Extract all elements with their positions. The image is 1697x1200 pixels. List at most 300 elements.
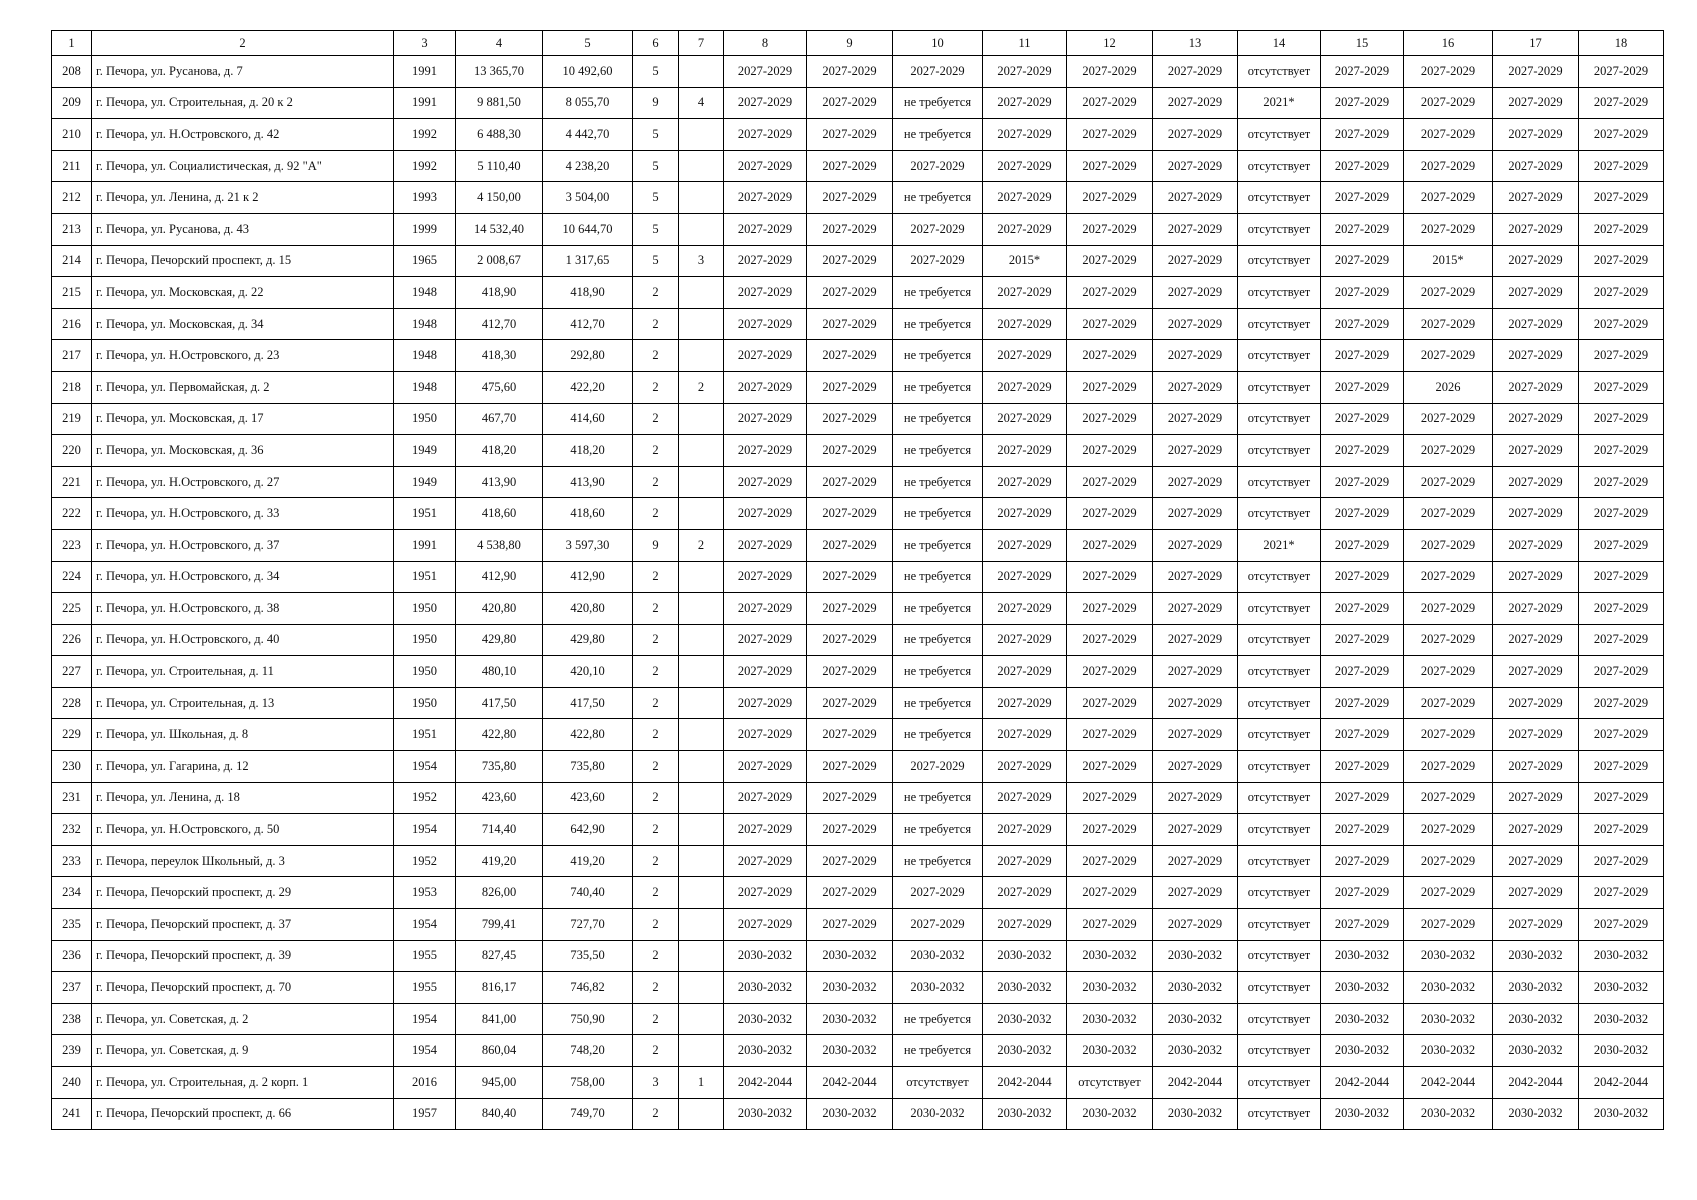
table-row bbox=[52, 340, 1664, 372]
table-cell: 2027-2029 bbox=[1321, 656, 1404, 688]
row-number-cell: 237 bbox=[52, 972, 92, 1004]
table-cell: 2030-2032 bbox=[1404, 1098, 1493, 1130]
table-cell: 5 bbox=[633, 150, 679, 182]
table-cell: 5 bbox=[633, 213, 679, 245]
table-row bbox=[52, 245, 1664, 277]
table-cell: 2 bbox=[633, 1098, 679, 1130]
table-cell: 2027-2029 bbox=[1321, 909, 1404, 941]
table-cell: 2030-2032 bbox=[1404, 940, 1493, 972]
table-cell: 2027-2029 bbox=[724, 593, 807, 625]
row-number-cell: 219 bbox=[52, 403, 92, 435]
table-cell: 749,70 bbox=[543, 1098, 633, 1130]
table-cell: 2030-2032 bbox=[807, 940, 893, 972]
table-cell: 2027-2029 bbox=[1067, 624, 1153, 656]
address-cell: г. Печора, ул. Школьная, д. 8 bbox=[92, 719, 394, 751]
table-cell: 2027-2029 bbox=[893, 909, 983, 941]
table-cell: не требуется bbox=[893, 403, 983, 435]
table-cell: 2027-2029 bbox=[1067, 340, 1153, 372]
table-cell: 2027-2029 bbox=[1321, 308, 1404, 340]
table-cell: 2027-2029 bbox=[807, 498, 893, 530]
table-cell: 2027-2029 bbox=[983, 751, 1067, 783]
table-cell: 2027-2029 bbox=[1067, 87, 1153, 119]
header-row bbox=[52, 31, 1664, 56]
table-cell: 2030-2032 bbox=[807, 1003, 893, 1035]
table-cell: 2027-2029 bbox=[1321, 751, 1404, 783]
table-cell: 4 238,20 bbox=[543, 150, 633, 182]
table-cell: 2027-2029 bbox=[807, 814, 893, 846]
table-cell: 860,04 bbox=[456, 1035, 543, 1067]
table-cell: 8 055,70 bbox=[543, 87, 633, 119]
table-cell: 2027-2029 bbox=[1153, 87, 1238, 119]
table-cell: 2027-2029 bbox=[1493, 782, 1579, 814]
table-cell: 2027-2029 bbox=[983, 877, 1067, 909]
table-cell: 2027-2029 bbox=[983, 624, 1067, 656]
table-cell: отсутствует bbox=[1238, 213, 1321, 245]
table-cell: не требуется bbox=[893, 719, 983, 751]
table-cell: 2027-2029 bbox=[724, 909, 807, 941]
table-cell: 422,80 bbox=[456, 719, 543, 751]
table-cell: 2027-2029 bbox=[1067, 119, 1153, 151]
table-cell: 2027-2029 bbox=[1493, 751, 1579, 783]
table-row bbox=[52, 308, 1664, 340]
table-cell: отсутствует bbox=[1238, 814, 1321, 846]
table-cell: 2 bbox=[679, 529, 724, 561]
table-cell: 2027-2029 bbox=[724, 561, 807, 593]
column-header-7: 7 bbox=[679, 31, 724, 56]
table-cell: 2030-2032 bbox=[1493, 1003, 1579, 1035]
table-cell: 5 110,40 bbox=[456, 150, 543, 182]
table-cell: отсутствует bbox=[1238, 877, 1321, 909]
table-cell: 2027-2029 bbox=[1579, 909, 1664, 941]
table-cell: 2027-2029 bbox=[1493, 656, 1579, 688]
table-cell: 4 538,80 bbox=[456, 529, 543, 561]
table-cell: отсутствует bbox=[1238, 308, 1321, 340]
row-number-cell: 229 bbox=[52, 719, 92, 751]
table-cell: 2027-2029 bbox=[807, 877, 893, 909]
table-cell: 2030-2032 bbox=[1153, 940, 1238, 972]
table-cell: 2027-2029 bbox=[724, 719, 807, 751]
row-number-cell: 238 bbox=[52, 1003, 92, 1035]
table-cell: 826,00 bbox=[456, 877, 543, 909]
table-cell: 1950 bbox=[394, 656, 456, 688]
table-cell: 1955 bbox=[394, 940, 456, 972]
table-cell: 2027-2029 bbox=[807, 87, 893, 119]
table-cell bbox=[679, 466, 724, 498]
table-cell: 2027-2029 bbox=[1579, 150, 1664, 182]
table-cell: 2 bbox=[633, 877, 679, 909]
table-cell: 2027-2029 bbox=[1153, 56, 1238, 88]
table-cell: 2030-2032 bbox=[1067, 1098, 1153, 1130]
address-cell: г. Печора, ул. Московская, д. 22 bbox=[92, 277, 394, 309]
table-cell: 1954 bbox=[394, 1035, 456, 1067]
table-cell: 2027-2029 bbox=[1493, 182, 1579, 214]
table-cell: 2027-2029 bbox=[724, 814, 807, 846]
table-cell: 2030-2032 bbox=[1321, 1098, 1404, 1130]
table-cell: 2027-2029 bbox=[1493, 213, 1579, 245]
table-cell: 418,90 bbox=[543, 277, 633, 309]
table-cell: 2027-2029 bbox=[983, 529, 1067, 561]
table-cell: 2027-2029 bbox=[983, 782, 1067, 814]
table-cell: 14 532,40 bbox=[456, 213, 543, 245]
table-cell: 746,82 bbox=[543, 972, 633, 1004]
table-cell: 1954 bbox=[394, 909, 456, 941]
table-cell: 1951 bbox=[394, 498, 456, 530]
table-cell: 5 bbox=[633, 56, 679, 88]
table-cell: 2027-2029 bbox=[1404, 119, 1493, 151]
table-cell: 2027-2029 bbox=[1067, 877, 1153, 909]
table-cell: 2027-2029 bbox=[1153, 782, 1238, 814]
table-cell: отсутствует bbox=[1238, 561, 1321, 593]
table-cell: 2027-2029 bbox=[1321, 213, 1404, 245]
table-cell: 1955 bbox=[394, 972, 456, 1004]
table-row bbox=[52, 498, 1664, 530]
table-cell bbox=[679, 308, 724, 340]
table-cell: 2015* bbox=[983, 245, 1067, 277]
table-cell: 10 644,70 bbox=[543, 213, 633, 245]
table-cell: 2027-2029 bbox=[807, 56, 893, 88]
table-cell: 2027-2029 bbox=[807, 656, 893, 688]
table-cell bbox=[679, 150, 724, 182]
table-cell: 2027-2029 bbox=[1493, 150, 1579, 182]
table-cell: 3 bbox=[679, 245, 724, 277]
table-cell: 2027-2029 bbox=[1321, 403, 1404, 435]
table-cell: 2042-2044 bbox=[983, 1067, 1067, 1099]
address-cell: г. Печора, ул. Строительная, д. 20 к 2 bbox=[92, 87, 394, 119]
table-cell: 2027-2029 bbox=[1153, 150, 1238, 182]
table-cell: отсутствует bbox=[1238, 656, 1321, 688]
table-cell: 13 365,70 bbox=[456, 56, 543, 88]
table-cell: 423,60 bbox=[456, 782, 543, 814]
table-cell bbox=[679, 719, 724, 751]
table-cell bbox=[679, 1003, 724, 1035]
table-cell: 2027-2029 bbox=[1404, 56, 1493, 88]
table-cell: 799,41 bbox=[456, 909, 543, 941]
table-cell: 2027-2029 bbox=[1067, 56, 1153, 88]
table-cell bbox=[679, 119, 724, 151]
table-cell: 2030-2032 bbox=[724, 1003, 807, 1035]
table-cell: 2027-2029 bbox=[724, 656, 807, 688]
table-cell: отсутствует bbox=[1238, 782, 1321, 814]
table-cell: 2027-2029 bbox=[1404, 529, 1493, 561]
table-row bbox=[52, 87, 1664, 119]
table-cell: 2027-2029 bbox=[1153, 403, 1238, 435]
table-cell: 2027-2029 bbox=[983, 687, 1067, 719]
table-cell: 2027-2029 bbox=[1321, 277, 1404, 309]
table-cell: 2 bbox=[633, 340, 679, 372]
address-cell: г. Печора, ул. Строительная, д. 2 корп. 1 bbox=[92, 1067, 394, 1099]
table-cell: 2027-2029 bbox=[983, 593, 1067, 625]
table-cell: 2027-2029 bbox=[1404, 87, 1493, 119]
column-header-4: 4 bbox=[456, 31, 543, 56]
table-cell bbox=[679, 340, 724, 372]
table-cell: 2030-2032 bbox=[1153, 1003, 1238, 1035]
table-cell: 642,90 bbox=[543, 814, 633, 846]
table-cell bbox=[679, 751, 724, 783]
table-cell: 2027-2029 bbox=[1579, 624, 1664, 656]
table-cell: 417,50 bbox=[456, 687, 543, 719]
table-cell: 2027-2029 bbox=[1493, 308, 1579, 340]
table-cell: 2027-2029 bbox=[1404, 624, 1493, 656]
table-cell: 2027-2029 bbox=[1321, 340, 1404, 372]
table-row bbox=[52, 403, 1664, 435]
table-cell bbox=[679, 909, 724, 941]
table-cell: отсутствует bbox=[1238, 719, 1321, 751]
table-cell: 2027-2029 bbox=[724, 877, 807, 909]
table-cell: 4 150,00 bbox=[456, 182, 543, 214]
table-cell: 2 bbox=[633, 1003, 679, 1035]
table-cell: 429,80 bbox=[456, 624, 543, 656]
table-cell: 2027-2029 bbox=[1067, 529, 1153, 561]
table-cell: 1951 bbox=[394, 561, 456, 593]
table-cell: 1949 bbox=[394, 466, 456, 498]
table-cell bbox=[679, 877, 724, 909]
table-cell: 2027-2029 bbox=[983, 277, 1067, 309]
table-row bbox=[52, 687, 1664, 719]
table-cell: 2027-2029 bbox=[1404, 435, 1493, 467]
table-cell: 2042-2044 bbox=[724, 1067, 807, 1099]
table-cell: 2 bbox=[633, 561, 679, 593]
address-cell: г. Печора, ул. Московская, д. 34 bbox=[92, 308, 394, 340]
table-cell: 2027-2029 bbox=[983, 308, 1067, 340]
table-cell: 2027-2029 bbox=[983, 119, 1067, 151]
table-cell: 1991 bbox=[394, 56, 456, 88]
table-cell: 420,80 bbox=[456, 593, 543, 625]
table-cell: 2030-2032 bbox=[983, 940, 1067, 972]
table-row bbox=[52, 56, 1664, 88]
column-header-14: 14 bbox=[1238, 31, 1321, 56]
table-cell: 2027-2029 bbox=[1153, 308, 1238, 340]
table-cell: 413,90 bbox=[543, 466, 633, 498]
table-cell: 2027-2029 bbox=[1153, 277, 1238, 309]
row-number-cell: 223 bbox=[52, 529, 92, 561]
table-cell: 2027-2029 bbox=[1493, 87, 1579, 119]
table-cell: 2027-2029 bbox=[893, 877, 983, 909]
address-cell: г. Печора, ул. Социалистическая, д. 92 "А" bbox=[92, 150, 394, 182]
table-cell: 2030-2032 bbox=[1493, 1035, 1579, 1067]
table-cell: 418,30 bbox=[456, 340, 543, 372]
address-cell: г. Печора, Печорский проспект, д. 15 bbox=[92, 245, 394, 277]
table-cell: 2030-2032 bbox=[807, 972, 893, 1004]
table-cell: 2027-2029 bbox=[807, 150, 893, 182]
table-cell: 2027-2029 bbox=[1579, 877, 1664, 909]
table-cell: 2027-2029 bbox=[1579, 340, 1664, 372]
table-cell: отсутствует bbox=[1238, 751, 1321, 783]
table-row bbox=[52, 150, 1664, 182]
table-cell: 2027-2029 bbox=[724, 56, 807, 88]
table-cell: 2030-2032 bbox=[1404, 1003, 1493, 1035]
table-cell: 2027-2029 bbox=[1579, 719, 1664, 751]
table-cell: 2027-2029 bbox=[983, 150, 1067, 182]
table-cell: отсутствует bbox=[1238, 687, 1321, 719]
address-cell: г. Печора, Печорский проспект, д. 66 bbox=[92, 1098, 394, 1130]
column-header-1: 1 bbox=[52, 31, 92, 56]
table-cell: 418,60 bbox=[543, 498, 633, 530]
row-number-cell: 217 bbox=[52, 340, 92, 372]
table-cell: 2027-2029 bbox=[1067, 814, 1153, 846]
table-cell: 2 bbox=[633, 814, 679, 846]
row-number-cell: 227 bbox=[52, 656, 92, 688]
table-cell: 2 bbox=[633, 1035, 679, 1067]
table-row bbox=[52, 435, 1664, 467]
table-cell: 2 008,67 bbox=[456, 245, 543, 277]
table-row bbox=[52, 877, 1664, 909]
table-cell bbox=[679, 213, 724, 245]
table-cell: 418,20 bbox=[543, 435, 633, 467]
table-cell: 2 bbox=[633, 435, 679, 467]
table-cell: отсутствует bbox=[1238, 845, 1321, 877]
table-cell: 2027-2029 bbox=[1153, 245, 1238, 277]
table-cell bbox=[679, 940, 724, 972]
table-cell: не требуется bbox=[893, 498, 983, 530]
table-cell: не требуется bbox=[893, 182, 983, 214]
row-number-cell: 236 bbox=[52, 940, 92, 972]
table-cell: 2027-2029 bbox=[983, 814, 1067, 846]
table-cell: 2027-2029 bbox=[807, 466, 893, 498]
table-cell: 2027-2029 bbox=[1493, 56, 1579, 88]
table-cell: 2 bbox=[633, 656, 679, 688]
table-cell: 2 bbox=[633, 403, 679, 435]
table-cell: 2027-2029 bbox=[1067, 845, 1153, 877]
table-row bbox=[52, 972, 1664, 1004]
row-number-cell: 214 bbox=[52, 245, 92, 277]
table-cell: 2027-2029 bbox=[1067, 687, 1153, 719]
table-row bbox=[52, 466, 1664, 498]
table-cell: 2027-2029 bbox=[1579, 782, 1664, 814]
table-cell: 2027-2029 bbox=[807, 719, 893, 751]
table-cell: 2027-2029 bbox=[893, 150, 983, 182]
table-cell: 1965 bbox=[394, 245, 456, 277]
table-cell: отсутствует bbox=[1238, 1067, 1321, 1099]
table-cell: 2027-2029 bbox=[1404, 340, 1493, 372]
table-cell: не требуется bbox=[893, 529, 983, 561]
address-cell: г. Печора, ул. Советская, д. 2 bbox=[92, 1003, 394, 1035]
table-cell: 2030-2032 bbox=[893, 1098, 983, 1130]
table-row bbox=[52, 529, 1664, 561]
table-cell: 2 bbox=[633, 719, 679, 751]
table-cell: 2027-2029 bbox=[983, 845, 1067, 877]
table-cell: 2 bbox=[633, 909, 679, 941]
table-cell: 1953 bbox=[394, 877, 456, 909]
table-cell: 2027-2029 bbox=[1153, 814, 1238, 846]
table-cell: 2027-2029 bbox=[983, 213, 1067, 245]
housing-repair-table bbox=[51, 30, 1664, 1130]
table-cell: 2027-2029 bbox=[893, 245, 983, 277]
table-cell: 1952 bbox=[394, 782, 456, 814]
table-cell: 2030-2032 bbox=[1153, 1035, 1238, 1067]
table-cell: 9 881,50 bbox=[456, 87, 543, 119]
table-cell: 714,40 bbox=[456, 814, 543, 846]
table-cell: 2030-2032 bbox=[893, 972, 983, 1004]
table-cell: 2030-2032 bbox=[807, 1035, 893, 1067]
table-cell: 2027-2029 bbox=[1067, 213, 1153, 245]
address-cell: г. Печора, ул. Первомайская, д. 2 bbox=[92, 371, 394, 403]
table-cell: 2027-2029 bbox=[1067, 150, 1153, 182]
table-cell: 467,70 bbox=[456, 403, 543, 435]
table-row bbox=[52, 624, 1664, 656]
table-cell: 2027-2029 bbox=[1067, 277, 1153, 309]
table-cell: 2027-2029 bbox=[983, 56, 1067, 88]
table-cell: 2027-2029 bbox=[724, 687, 807, 719]
table-cell: 2 bbox=[633, 593, 679, 625]
table-cell: 1948 bbox=[394, 340, 456, 372]
table-cell: 2027-2029 bbox=[1404, 656, 1493, 688]
table-row bbox=[52, 719, 1664, 751]
table-cell: 423,60 bbox=[543, 782, 633, 814]
table-cell: 2027-2029 bbox=[1404, 182, 1493, 214]
table-cell: 2 bbox=[633, 498, 679, 530]
table-cell: отсутствует bbox=[1238, 1098, 1321, 1130]
table-cell: 840,40 bbox=[456, 1098, 543, 1130]
table-cell: 2027-2029 bbox=[724, 435, 807, 467]
table-cell: 1954 bbox=[394, 751, 456, 783]
table-cell: 292,80 bbox=[543, 340, 633, 372]
table-cell: 417,50 bbox=[543, 687, 633, 719]
table-cell: 9 bbox=[633, 87, 679, 119]
table-cell: 2027-2029 bbox=[983, 435, 1067, 467]
table-cell: 2027-2029 bbox=[1321, 182, 1404, 214]
table-cell: не требуется bbox=[893, 371, 983, 403]
table-cell: 2030-2032 bbox=[724, 1035, 807, 1067]
table-cell: 2027-2029 bbox=[724, 308, 807, 340]
table-cell: 2027-2029 bbox=[1321, 498, 1404, 530]
table-cell: 2027-2029 bbox=[807, 182, 893, 214]
table-cell: 2030-2032 bbox=[724, 1098, 807, 1130]
table-cell: 2027-2029 bbox=[724, 529, 807, 561]
table-cell: 4 bbox=[679, 87, 724, 119]
table-cell: 1 317,65 bbox=[543, 245, 633, 277]
table-cell: 2030-2032 bbox=[807, 1098, 893, 1130]
table-cell: 1992 bbox=[394, 119, 456, 151]
table-cell: 2027-2029 bbox=[1493, 340, 1579, 372]
table-cell: 2027-2029 bbox=[1493, 435, 1579, 467]
table-cell: 3 bbox=[633, 1067, 679, 1099]
table-cell: 2027-2029 bbox=[1321, 719, 1404, 751]
table-cell: 2027-2029 bbox=[807, 845, 893, 877]
table-cell: 1993 bbox=[394, 182, 456, 214]
table-cell: 1948 bbox=[394, 371, 456, 403]
table-cell: 2027-2029 bbox=[1404, 751, 1493, 783]
address-cell: г. Печора, ул. Московская, д. 36 bbox=[92, 435, 394, 467]
table-cell: 1948 bbox=[394, 308, 456, 340]
table-cell: 1999 bbox=[394, 213, 456, 245]
address-cell: г. Печора, ул. Н.Островского, д. 27 bbox=[92, 466, 394, 498]
address-cell: г. Печора, ул. Н.Островского, д. 40 bbox=[92, 624, 394, 656]
table-cell: 750,90 bbox=[543, 1003, 633, 1035]
address-cell: г. Печора, Печорский проспект, д. 37 bbox=[92, 909, 394, 941]
table-cell: 2027-2029 bbox=[1067, 498, 1153, 530]
table-cell: отсутствует bbox=[1238, 909, 1321, 941]
address-cell: г. Печора, Печорский проспект, д. 70 bbox=[92, 972, 394, 1004]
table-cell: 2027-2029 bbox=[1404, 877, 1493, 909]
table-cell: 827,45 bbox=[456, 940, 543, 972]
table-cell: 2027-2029 bbox=[1404, 814, 1493, 846]
row-number-cell: 208 bbox=[52, 56, 92, 88]
table-cell: 2027-2029 bbox=[807, 371, 893, 403]
table-cell: отсутствует bbox=[1238, 498, 1321, 530]
table-cell: 2027-2029 bbox=[1067, 245, 1153, 277]
table-cell: 2027-2029 bbox=[1067, 403, 1153, 435]
table-cell: 1951 bbox=[394, 719, 456, 751]
table-cell: 2027-2029 bbox=[1067, 593, 1153, 625]
table-cell: 2030-2032 bbox=[724, 972, 807, 1004]
table-cell: 2027-2029 bbox=[983, 561, 1067, 593]
column-header-15: 15 bbox=[1321, 31, 1404, 56]
table-cell: 2027-2029 bbox=[1493, 466, 1579, 498]
address-cell: г. Печора, ул. Н.Островского, д. 37 bbox=[92, 529, 394, 561]
table-cell: 2 bbox=[633, 845, 679, 877]
table-cell: 2027-2029 bbox=[1321, 87, 1404, 119]
row-number-cell: 233 bbox=[52, 845, 92, 877]
